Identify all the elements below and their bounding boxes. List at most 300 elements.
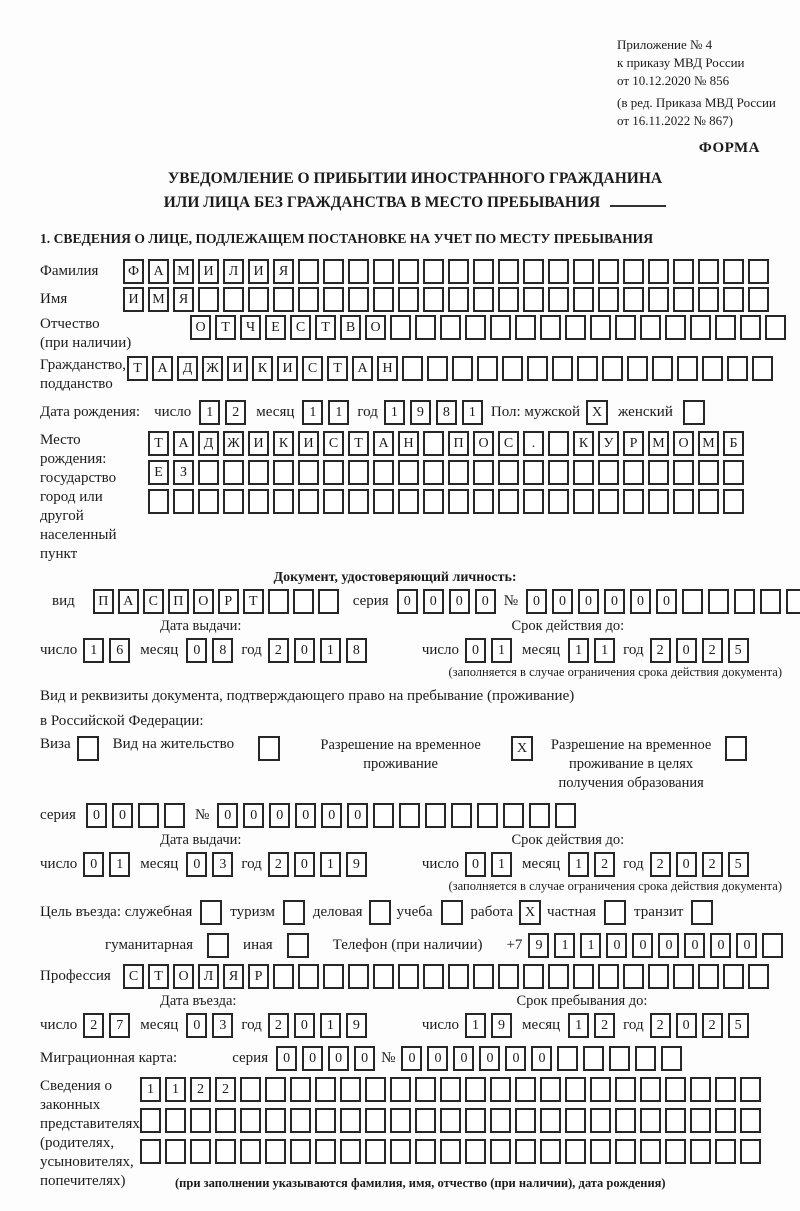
char-box[interactable] (615, 1077, 636, 1102)
char-box[interactable]: 2 (702, 638, 723, 663)
char-box[interactable]: 5 (728, 638, 749, 663)
char-box[interactable]: 2 (215, 1077, 236, 1102)
char-box[interactable] (465, 1108, 486, 1133)
char-box[interactable] (390, 315, 411, 340)
char-box[interactable]: Т (315, 315, 336, 340)
char-box[interactable] (548, 489, 569, 514)
char-box[interactable] (138, 803, 159, 828)
char-box[interactable] (298, 964, 319, 989)
char-box[interactable]: Р (623, 431, 644, 456)
char-box[interactable] (540, 1077, 561, 1102)
char-box[interactable]: И (227, 356, 248, 381)
char-box[interactable] (715, 1077, 736, 1102)
char-box[interactable] (173, 489, 194, 514)
char-box[interactable] (477, 356, 498, 381)
char-box[interactable]: Н (398, 431, 419, 456)
char-box[interactable] (273, 287, 294, 312)
char-box[interactable] (673, 259, 694, 284)
char-box[interactable] (164, 803, 185, 828)
char-box[interactable] (348, 460, 369, 485)
char-box[interactable]: 3 (212, 852, 233, 877)
char-box[interactable] (515, 1077, 536, 1102)
char-box[interactable]: 0 (676, 638, 697, 663)
purpose-other-checkbox[interactable] (287, 933, 309, 958)
char-box[interactable] (765, 315, 786, 340)
char-box[interactable]: 0 (321, 803, 342, 828)
char-box[interactable] (665, 315, 686, 340)
char-box[interactable] (740, 1139, 761, 1164)
char-box[interactable] (523, 287, 544, 312)
char-box[interactable]: 2 (650, 852, 671, 877)
char-box[interactable]: 1 (320, 638, 341, 663)
char-box[interactable]: 0 (269, 803, 290, 828)
char-box[interactable] (223, 460, 244, 485)
char-box[interactable]: 0 (302, 1046, 323, 1071)
char-box[interactable] (315, 1139, 336, 1164)
char-box[interactable]: Д (198, 431, 219, 456)
char-box[interactable] (648, 489, 669, 514)
char-box[interactable] (165, 1139, 186, 1164)
char-box[interactable]: А (152, 356, 173, 381)
char-box[interactable] (498, 259, 519, 284)
char-box[interactable] (423, 287, 444, 312)
char-box[interactable] (573, 489, 594, 514)
char-box[interactable]: Ч (240, 315, 261, 340)
char-box[interactable]: К (273, 431, 294, 456)
char-box[interactable] (248, 489, 269, 514)
char-box[interactable] (423, 431, 444, 456)
char-box[interactable] (540, 1139, 561, 1164)
char-box[interactable] (398, 489, 419, 514)
char-box[interactable]: 0 (658, 933, 679, 958)
char-box[interactable]: И (198, 259, 219, 284)
char-box[interactable] (298, 460, 319, 485)
char-box[interactable]: 2 (83, 1013, 104, 1038)
temp-permit-checkbox[interactable]: X (511, 736, 533, 761)
char-box[interactable] (402, 356, 423, 381)
char-box[interactable]: М (173, 259, 194, 284)
char-box[interactable] (323, 964, 344, 989)
char-box[interactable] (760, 589, 781, 614)
char-box[interactable]: 0 (479, 1046, 500, 1071)
char-box[interactable] (415, 1077, 436, 1102)
char-box[interactable] (598, 460, 619, 485)
char-box[interactable] (240, 1077, 261, 1102)
char-box[interactable] (477, 803, 498, 828)
char-box[interactable] (573, 964, 594, 989)
char-box[interactable] (652, 356, 673, 381)
char-box[interactable] (348, 259, 369, 284)
char-box[interactable]: Т (148, 964, 169, 989)
char-box[interactable] (448, 287, 469, 312)
purpose-humanitarian-checkbox[interactable] (207, 933, 229, 958)
char-box[interactable] (298, 287, 319, 312)
char-box[interactable]: Л (223, 259, 244, 284)
char-box[interactable]: 1 (465, 1013, 486, 1038)
char-box[interactable]: К (252, 356, 273, 381)
char-box[interactable] (265, 1077, 286, 1102)
char-box[interactable]: Д (177, 356, 198, 381)
char-box[interactable]: М (698, 431, 719, 456)
char-box[interactable] (527, 356, 548, 381)
char-box[interactable] (661, 1046, 682, 1071)
char-box[interactable] (465, 1077, 486, 1102)
char-box[interactable] (265, 1108, 286, 1133)
char-box[interactable] (702, 356, 723, 381)
char-box[interactable]: Е (265, 315, 286, 340)
char-box[interactable]: Р (248, 964, 269, 989)
char-box[interactable]: 0 (83, 852, 104, 877)
char-box[interactable]: Е (148, 460, 169, 485)
char-box[interactable]: 2 (594, 852, 615, 877)
char-box[interactable]: Я (273, 259, 294, 284)
char-box[interactable] (740, 1077, 761, 1102)
char-box[interactable] (648, 287, 669, 312)
char-box[interactable]: 1 (491, 852, 512, 877)
char-box[interactable]: 2 (268, 638, 289, 663)
char-box[interactable]: 1 (568, 1013, 589, 1038)
char-box[interactable]: 0 (423, 589, 444, 614)
char-box[interactable] (190, 1108, 211, 1133)
char-box[interactable]: 0 (243, 803, 264, 828)
char-box[interactable]: 1 (199, 400, 220, 425)
char-box[interactable] (673, 964, 694, 989)
char-box[interactable]: 0 (552, 589, 573, 614)
char-box[interactable]: 1 (140, 1077, 161, 1102)
char-box[interactable] (598, 259, 619, 284)
char-box[interactable] (323, 287, 344, 312)
char-box[interactable] (723, 287, 744, 312)
char-box[interactable] (565, 315, 586, 340)
char-box[interactable] (708, 589, 729, 614)
char-box[interactable] (273, 460, 294, 485)
char-box[interactable] (715, 1108, 736, 1133)
char-box[interactable]: О (673, 431, 694, 456)
char-box[interactable] (698, 460, 719, 485)
char-box[interactable] (590, 315, 611, 340)
char-box[interactable]: М (148, 287, 169, 312)
char-box[interactable] (390, 1108, 411, 1133)
char-box[interactable] (448, 259, 469, 284)
char-box[interactable] (473, 460, 494, 485)
char-box[interactable]: Я (173, 287, 194, 312)
char-box[interactable]: С (123, 964, 144, 989)
char-box[interactable] (723, 259, 744, 284)
char-box[interactable] (698, 489, 719, 514)
char-box[interactable] (648, 964, 669, 989)
char-box[interactable] (648, 259, 669, 284)
char-box[interactable]: . (523, 431, 544, 456)
char-box[interactable]: 0 (465, 638, 486, 663)
char-box[interactable] (648, 460, 669, 485)
char-box[interactable]: О (365, 315, 386, 340)
char-box[interactable] (590, 1077, 611, 1102)
char-box[interactable] (373, 287, 394, 312)
char-box[interactable] (623, 460, 644, 485)
char-box[interactable]: 8 (212, 638, 233, 663)
char-box[interactable]: 2 (225, 400, 246, 425)
char-box[interactable]: 1 (568, 638, 589, 663)
char-box[interactable] (552, 356, 573, 381)
char-box[interactable] (786, 589, 800, 614)
char-box[interactable] (198, 460, 219, 485)
char-box[interactable]: К (573, 431, 594, 456)
char-box[interactable] (515, 1108, 536, 1133)
char-box[interactable]: С (143, 589, 164, 614)
char-box[interactable] (223, 489, 244, 514)
char-box[interactable]: 0 (736, 933, 757, 958)
char-box[interactable]: 0 (505, 1046, 526, 1071)
char-box[interactable] (451, 803, 472, 828)
char-box[interactable] (690, 1108, 711, 1133)
char-box[interactable]: Н (377, 356, 398, 381)
char-box[interactable]: 0 (186, 638, 207, 663)
char-box[interactable]: Т (127, 356, 148, 381)
char-box[interactable]: 1 (384, 400, 405, 425)
char-box[interactable] (715, 315, 736, 340)
char-box[interactable] (723, 489, 744, 514)
char-box[interactable] (440, 1108, 461, 1133)
char-box[interactable]: 0 (86, 803, 107, 828)
char-box[interactable]: 0 (453, 1046, 474, 1071)
char-box[interactable]: В (340, 315, 361, 340)
char-box[interactable]: 1 (165, 1077, 186, 1102)
char-box[interactable] (498, 287, 519, 312)
char-box[interactable] (623, 259, 644, 284)
char-box[interactable]: 0 (684, 933, 705, 958)
char-box[interactable]: 1 (462, 400, 483, 425)
char-box[interactable] (565, 1077, 586, 1102)
char-box[interactable] (423, 259, 444, 284)
char-box[interactable] (609, 1046, 630, 1071)
char-box[interactable]: А (173, 431, 194, 456)
char-box[interactable] (677, 356, 698, 381)
char-box[interactable] (240, 1139, 261, 1164)
char-box[interactable] (698, 964, 719, 989)
char-box[interactable] (573, 460, 594, 485)
char-box[interactable] (423, 964, 444, 989)
char-box[interactable]: 8 (436, 400, 457, 425)
char-box[interactable] (565, 1108, 586, 1133)
char-box[interactable] (390, 1139, 411, 1164)
char-box[interactable] (348, 287, 369, 312)
purpose-business-checkbox[interactable] (200, 900, 222, 925)
char-box[interactable] (490, 1077, 511, 1102)
char-box[interactable] (399, 803, 420, 828)
char-box[interactable] (148, 489, 169, 514)
char-box[interactable] (615, 315, 636, 340)
char-box[interactable] (423, 460, 444, 485)
char-box[interactable] (365, 1077, 386, 1102)
purpose-transit-checkbox[interactable] (691, 900, 713, 925)
char-box[interactable]: И (248, 431, 269, 456)
char-box[interactable]: 2 (268, 1013, 289, 1038)
char-box[interactable] (473, 964, 494, 989)
char-box[interactable] (215, 1108, 236, 1133)
char-box[interactable]: П (448, 431, 469, 456)
char-box[interactable] (748, 287, 769, 312)
char-box[interactable]: 0 (347, 803, 368, 828)
char-box[interactable] (529, 803, 550, 828)
char-box[interactable]: 1 (491, 638, 512, 663)
char-box[interactable] (665, 1077, 686, 1102)
char-box[interactable] (502, 356, 523, 381)
char-box[interactable] (268, 589, 289, 614)
char-box[interactable]: 0 (354, 1046, 375, 1071)
char-box[interactable] (290, 1108, 311, 1133)
char-box[interactable] (740, 315, 761, 340)
char-box[interactable] (448, 489, 469, 514)
char-box[interactable] (440, 315, 461, 340)
char-box[interactable]: 0 (604, 589, 625, 614)
char-box[interactable] (190, 1139, 211, 1164)
char-box[interactable]: 1 (328, 400, 349, 425)
char-box[interactable] (573, 287, 594, 312)
char-box[interactable] (748, 964, 769, 989)
char-box[interactable] (340, 1108, 361, 1133)
char-box[interactable] (215, 1139, 236, 1164)
char-box[interactable]: Ж (223, 431, 244, 456)
char-box[interactable] (298, 259, 319, 284)
char-box[interactable] (323, 489, 344, 514)
char-box[interactable] (398, 287, 419, 312)
char-box[interactable] (340, 1139, 361, 1164)
char-box[interactable]: 0 (676, 852, 697, 877)
char-box[interactable]: 2 (702, 852, 723, 877)
char-box[interactable]: У (598, 431, 619, 456)
char-box[interactable] (440, 1139, 461, 1164)
char-box[interactable] (165, 1108, 186, 1133)
char-box[interactable] (623, 287, 644, 312)
char-box[interactable]: И (123, 287, 144, 312)
char-box[interactable] (298, 489, 319, 514)
char-box[interactable] (398, 964, 419, 989)
char-box[interactable]: 0 (656, 589, 677, 614)
char-box[interactable]: 0 (531, 1046, 552, 1071)
char-box[interactable]: 9 (410, 400, 431, 425)
gender-male-checkbox[interactable]: X (586, 400, 608, 425)
char-box[interactable] (723, 460, 744, 485)
char-box[interactable]: 3 (212, 1013, 233, 1038)
char-box[interactable] (448, 964, 469, 989)
char-box[interactable] (415, 1108, 436, 1133)
char-box[interactable] (318, 589, 339, 614)
char-box[interactable] (602, 356, 623, 381)
char-box[interactable] (523, 460, 544, 485)
char-box[interactable] (734, 589, 755, 614)
char-box[interactable] (590, 1139, 611, 1164)
char-box[interactable]: С (323, 431, 344, 456)
char-box[interactable] (465, 315, 486, 340)
char-box[interactable] (665, 1139, 686, 1164)
char-box[interactable] (640, 1139, 661, 1164)
char-box[interactable]: 1 (580, 933, 601, 958)
char-box[interactable] (623, 964, 644, 989)
char-box[interactable] (248, 460, 269, 485)
char-box[interactable] (523, 489, 544, 514)
residence-permit-checkbox[interactable] (258, 736, 280, 761)
char-box[interactable] (690, 1077, 711, 1102)
purpose-private-checkbox[interactable] (604, 900, 626, 925)
char-box[interactable] (440, 1077, 461, 1102)
char-box[interactable] (498, 489, 519, 514)
char-box[interactable]: 0 (606, 933, 627, 958)
char-box[interactable] (490, 1108, 511, 1133)
char-box[interactable] (640, 1108, 661, 1133)
char-box[interactable] (490, 315, 511, 340)
char-box[interactable] (140, 1139, 161, 1164)
char-box[interactable] (623, 489, 644, 514)
char-box[interactable] (557, 1046, 578, 1071)
char-box[interactable] (548, 460, 569, 485)
char-box[interactable] (640, 315, 661, 340)
char-box[interactable]: Ж (202, 356, 223, 381)
char-box[interactable]: 1 (109, 852, 130, 877)
char-box[interactable]: 1 (568, 852, 589, 877)
char-box[interactable]: М (648, 431, 669, 456)
char-box[interactable] (577, 356, 598, 381)
char-box[interactable] (752, 356, 773, 381)
char-box[interactable] (340, 1077, 361, 1102)
char-box[interactable]: 2 (650, 638, 671, 663)
char-box[interactable]: 0 (578, 589, 599, 614)
char-box[interactable] (673, 287, 694, 312)
char-box[interactable]: А (373, 431, 394, 456)
char-box[interactable] (615, 1139, 636, 1164)
char-box[interactable] (555, 803, 576, 828)
char-box[interactable] (540, 315, 561, 340)
char-box[interactable]: 1 (83, 638, 104, 663)
char-box[interactable]: 9 (346, 852, 367, 877)
char-box[interactable] (398, 259, 419, 284)
char-box[interactable]: А (118, 589, 139, 614)
char-box[interactable] (498, 460, 519, 485)
char-box[interactable]: А (352, 356, 373, 381)
purpose-tourism-checkbox[interactable] (283, 900, 305, 925)
char-box[interactable] (573, 259, 594, 284)
char-box[interactable]: П (93, 589, 114, 614)
char-box[interactable]: 0 (526, 589, 547, 614)
char-box[interactable] (583, 1046, 604, 1071)
char-box[interactable] (498, 964, 519, 989)
char-box[interactable] (665, 1108, 686, 1133)
char-box[interactable] (598, 287, 619, 312)
char-box[interactable] (635, 1046, 656, 1071)
char-box[interactable]: 2 (650, 1013, 671, 1038)
char-box[interactable]: Т (215, 315, 236, 340)
char-box[interactable] (140, 1108, 161, 1133)
char-box[interactable] (465, 1139, 486, 1164)
char-box[interactable] (373, 803, 394, 828)
char-box[interactable]: 7 (109, 1013, 130, 1038)
char-box[interactable] (565, 1139, 586, 1164)
char-box[interactable]: И (298, 431, 319, 456)
char-box[interactable] (615, 1108, 636, 1133)
char-box[interactable]: 0 (676, 1013, 697, 1038)
char-box[interactable]: Т (327, 356, 348, 381)
char-box[interactable] (293, 589, 314, 614)
char-box[interactable]: 0 (475, 589, 496, 614)
char-box[interactable] (548, 431, 569, 456)
char-box[interactable]: 2 (594, 1013, 615, 1038)
char-box[interactable]: 1 (320, 1013, 341, 1038)
char-box[interactable] (715, 1139, 736, 1164)
char-box[interactable]: 2 (190, 1077, 211, 1102)
char-box[interactable] (423, 489, 444, 514)
char-box[interactable] (748, 259, 769, 284)
char-box[interactable]: 0 (112, 803, 133, 828)
char-box[interactable] (762, 933, 783, 958)
